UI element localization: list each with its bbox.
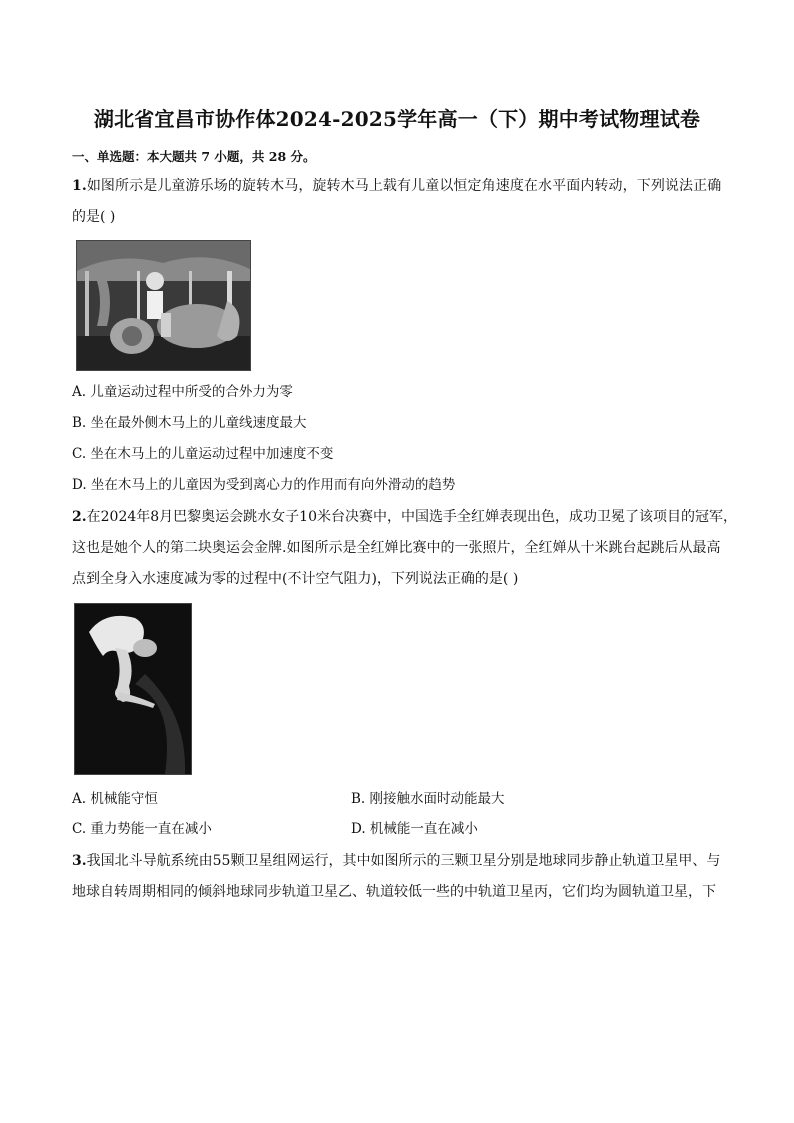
question-1-text: 如图所示是儿童游乐场的旋转木马，旋转木马上载有儿童以恒定角速度在水平面内转动，下列说法正确 (86, 178, 722, 194)
question-2-option-b: B. 刚接触水面时动能最大 (351, 791, 505, 807)
question-1-option-d: D. 坐在木马上的儿童因为受到离心力的作用而有向外滑动的趋势 (72, 477, 456, 493)
question-2-line-1 (72, 508, 737, 526)
question-1-line-1 (72, 177, 721, 195)
question-2-option-a: A. 机械能守恒 (72, 791, 158, 807)
exam-title: 湖北省宜昌市协作体2024-2025学年高一（下）期中考试物理试卷 (93, 107, 701, 131)
question-3-number: 3. (72, 853, 87, 869)
question-2-number: 2. (72, 509, 87, 525)
section-heading: 一、单选题：本大题共 7 小题，共 28 分。 (72, 149, 316, 164)
question-3-line-1 (72, 852, 720, 870)
question-2-line-3: 点到全身入水速度减为零的过程中(不计空气阻力)，下列说法正确的是( ) (72, 571, 519, 587)
question-1-option-c: C. 坐在木马上的儿童运动过程中加速度不变 (72, 446, 334, 462)
question-3-line-2: 地球自转周期相同的倾斜地球同步轨道卫星乙、轨道较低一些的中轨道卫星丙，它们均为圆轨道卫星，下 (72, 884, 716, 900)
question-1-option-a: A. 儿童运动过程中所受的合外力为零 (72, 384, 293, 400)
question-1-line-2: 的是( ) (72, 209, 116, 225)
question-1-option-b: B. 坐在最外侧木马上的儿童线速度最大 (72, 415, 307, 431)
question-2-option-d: D. 机械能一直在减小 (351, 821, 478, 837)
question-2-line-2: 这也是她个人的第二块奥运会金牌.如图所示是全红婵比赛中的一张照片，全红婵从十米跳台起跳后从最高 (72, 540, 721, 556)
question-2-text: 在2024年8月巴黎奥运会跳水女子10米台决赛中，中国选手全红婵表现出色，成功卫冕了该项目的冠军， (86, 509, 737, 525)
diver-photo (74, 603, 192, 775)
carousel-photo (76, 240, 251, 371)
question-2-option-c: C. 重力势能一直在减小 (72, 821, 212, 837)
question-1-number: 1. (72, 178, 87, 194)
question-3-text: 我国北斗导航系统由55颗卫星组网运行，其中如图所示的三颗卫星分别是地球同步静止轨道卫星甲、与 (86, 853, 721, 869)
